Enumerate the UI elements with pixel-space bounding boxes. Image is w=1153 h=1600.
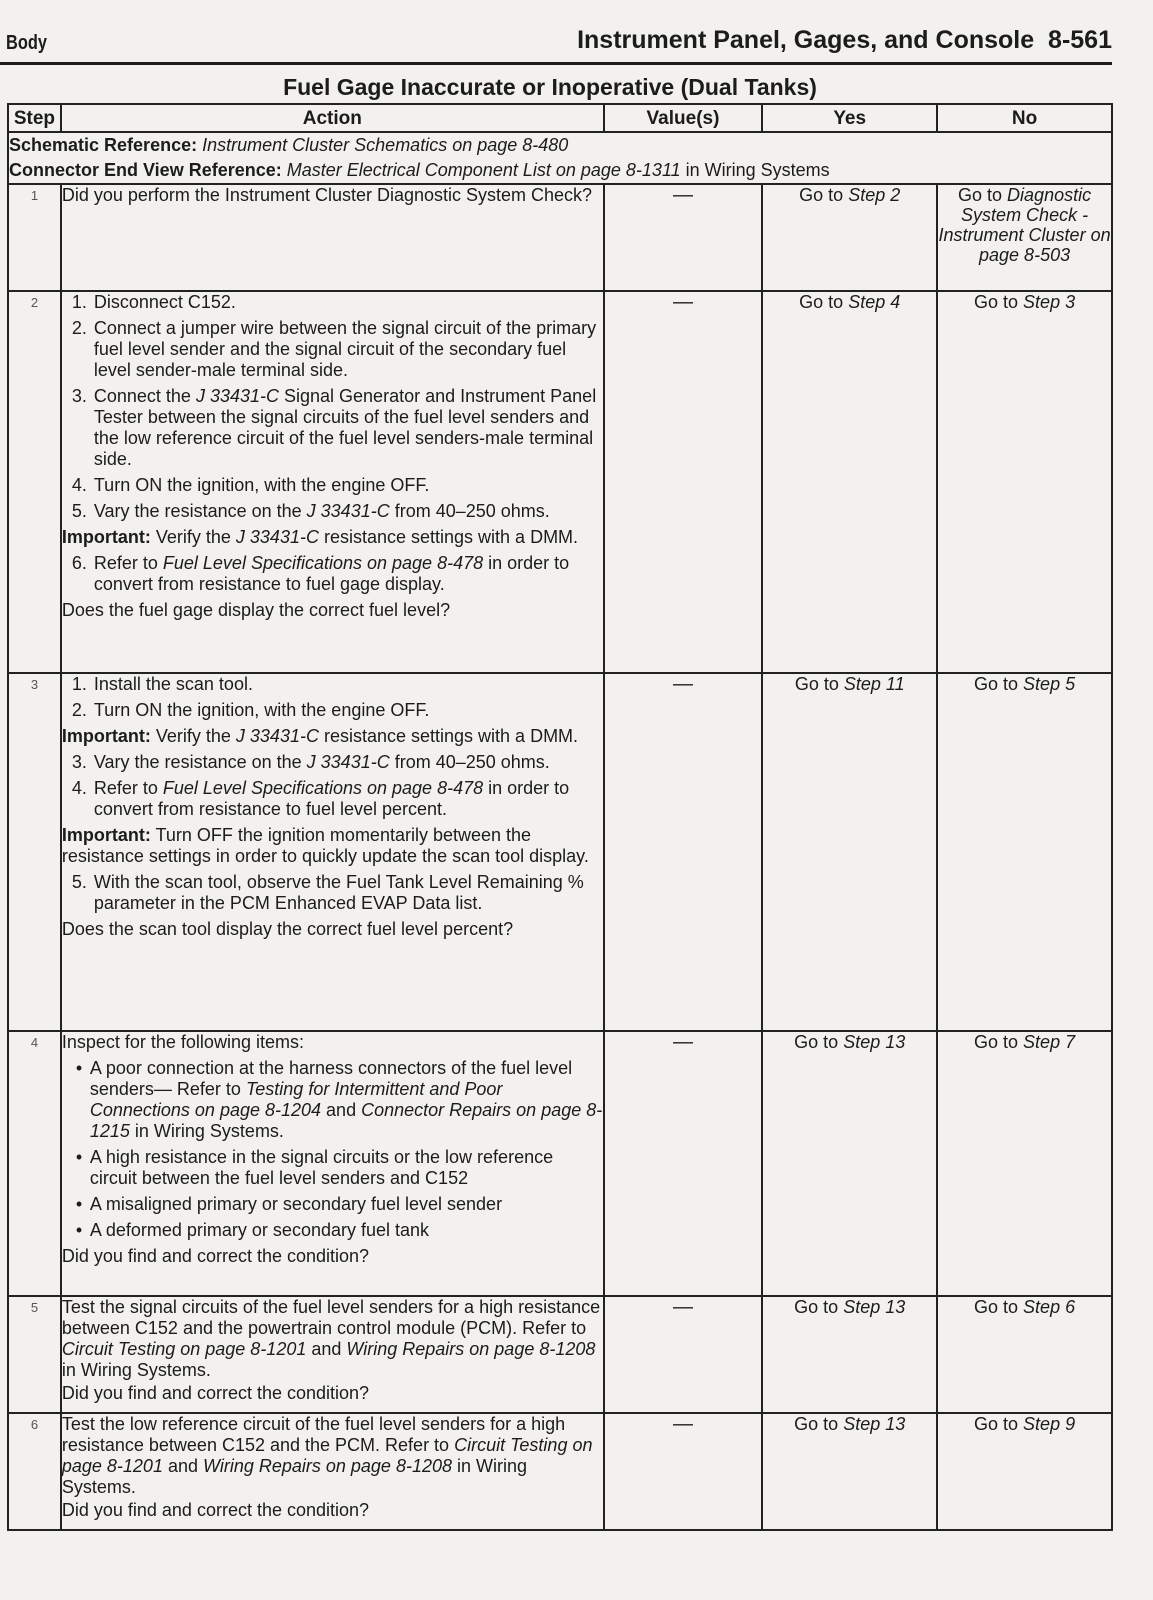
yes-step-link[interactable]: Step 13 bbox=[843, 1032, 906, 1052]
reference-row bbox=[8, 132, 1112, 184]
list-item: 6. Refer to Fuel Level Specifications on page 8-478 in order to convert from resistance to fuel gage display. bbox=[71, 553, 570, 594]
col-header-no: No bbox=[937, 104, 1112, 132]
no-step-link[interactable]: Diagnostic System Check - Instrument Cluster on page 8-503 bbox=[938, 185, 1111, 265]
table-row bbox=[8, 184, 1112, 291]
no-step-link[interactable]: Step 9 bbox=[1023, 1414, 1076, 1434]
yes-step-link[interactable]: Step 4 bbox=[848, 292, 901, 312]
spec-link[interactable]: Fuel Level Specifications on page 8-478 bbox=[162, 553, 484, 573]
list-item: 4. Turn ON the ignition, with the engine OFF. bbox=[71, 475, 430, 495]
important-note: Important: Verify the J 33431-C resistance settings with a DMM. bbox=[61, 726, 579, 746]
list-item: 3. Vary the resistance on the J 33431-C from 40–250 ohms. bbox=[71, 752, 550, 772]
yes-cell: Go to Step 11 bbox=[762, 673, 937, 1031]
no-step-link[interactable]: Step 3 bbox=[1023, 292, 1076, 312]
page-header bbox=[0, 20, 1112, 60]
value-cell: — bbox=[604, 673, 763, 1031]
yes-step-link[interactable]: Step 13 bbox=[843, 1297, 906, 1317]
list-item: 2. Connect a jumper wire between the signal circuit of the primary fuel level sender and the signal circuit of the secondary fuel level sender-male terminal side. bbox=[71, 318, 597, 380]
list-item: • A poor connection at the harness connectors of the fuel level senders— Refer to Testing for Intermittent and Poor Connections on page 8-1204 and Connector Repairs on page 8-1215 in Wiring Systems. bbox=[75, 1058, 603, 1141]
inspect-intro: Inspect for the following items: bbox=[61, 1032, 304, 1052]
col-header-action: Action bbox=[61, 104, 604, 132]
list-item: • A deformed primary or secondary fuel tank bbox=[75, 1220, 430, 1240]
important-note: Important: Verify the J 33431-C resistance settings with a DMM. bbox=[61, 527, 579, 547]
list-item: • A misaligned primary or secondary fuel level sender bbox=[75, 1194, 503, 1214]
step-number: 1 bbox=[8, 184, 61, 291]
table-header-row bbox=[8, 104, 1112, 132]
step-number: 6 bbox=[8, 1413, 61, 1530]
circuit-testing-link[interactable]: Circuit Testing on page 8-1201 bbox=[61, 1339, 307, 1359]
step-question: Did you perform the Instrument Cluster Diagnostic System Check? bbox=[61, 185, 593, 205]
step-number: 4 bbox=[8, 1031, 61, 1296]
action-cell bbox=[61, 673, 604, 1031]
step-question: Did you find and correct the condition? bbox=[61, 1246, 370, 1266]
yes-step-link[interactable]: Step 13 bbox=[843, 1414, 906, 1434]
wiring-repairs-link[interactable]: Wiring Repairs on page 8-1208 bbox=[346, 1339, 596, 1359]
yes-cell: Go to Step 2 bbox=[762, 184, 937, 291]
intermittent-link[interactable]: Testing for Intermittent and Poor Connections on page 8-1204 bbox=[89, 1079, 503, 1120]
action-cell bbox=[61, 184, 604, 291]
yes-cell: Go to Step 13 bbox=[762, 1296, 937, 1413]
important-note: Important: Turn OFF the ignition momentarily between the resistance settings in order to quickly update the scan tool display. bbox=[61, 825, 589, 866]
header-rule bbox=[0, 62, 1112, 65]
list-item: 1. Install the scan tool. bbox=[71, 674, 253, 694]
no-cell: Go to Step 9 bbox=[937, 1413, 1112, 1530]
yes-step-link[interactable]: Step 11 bbox=[843, 674, 905, 694]
schematic-reference-link[interactable]: Instrument Cluster Schematics on page 8-480 bbox=[202, 135, 569, 155]
no-cell: Go to Step 3 bbox=[937, 291, 1112, 673]
step-instruction: Test the signal circuits of the fuel level senders for a high resistance between C152 and the powertrain control module (PCM). Refer to Circuit Testing on page 8-1201 and Wiring Repairs on page 8-1208 in Wiring Systems. bbox=[61, 1297, 601, 1380]
section-label: Body bbox=[6, 32, 47, 54]
step-question: Did you find and correct the condition? bbox=[61, 1383, 370, 1403]
table-row bbox=[8, 1413, 1112, 1530]
spec-link[interactable]: Fuel Level Specifications on page 8-478 bbox=[162, 778, 484, 798]
no-cell: Go to Diagnostic System Check - Instrument Cluster on page 8-503 bbox=[937, 184, 1112, 291]
col-header-step: Step bbox=[8, 104, 61, 132]
chapter-title: Instrument Panel, Gages, and Console bbox=[577, 26, 1035, 54]
circuit-testing-link[interactable]: Circuit Testing on page 8-1201 bbox=[61, 1435, 593, 1476]
list-item: • A high resistance in the signal circuits or the low reference circuit between the fuel level senders and C152 bbox=[75, 1147, 554, 1188]
action-cell bbox=[61, 1413, 604, 1530]
action-cell bbox=[61, 291, 604, 673]
no-cell: Go to Step 6 bbox=[937, 1296, 1112, 1413]
step-question: Does the scan tool display the correct fuel level percent? bbox=[61, 919, 514, 939]
connector-reference: Connector End View Reference: Master Electrical Component List on page 8-1311 in Wiring Systems bbox=[9, 160, 830, 180]
col-header-values: Value(s) bbox=[604, 104, 763, 132]
col-header-yes: Yes bbox=[762, 104, 937, 132]
list-item: 5. With the scan tool, observe the Fuel Tank Level Remaining % parameter in the PCM Enhanced EVAP Data list. bbox=[71, 872, 584, 913]
yes-cell: Go to Step 4 bbox=[762, 291, 937, 673]
yes-cell: Go to Step 13 bbox=[762, 1413, 937, 1530]
connector-repairs-link[interactable]: Connector Repairs on page 8-1215 bbox=[89, 1100, 603, 1141]
action-cell bbox=[61, 1296, 604, 1413]
table-row bbox=[8, 1031, 1112, 1296]
no-step-link[interactable]: Step 7 bbox=[1023, 1032, 1076, 1052]
list-item: 4. Refer to Fuel Level Specifications on page 8-478 in order to convert from resistance to fuel level percent. bbox=[71, 778, 570, 819]
value-cell: — bbox=[604, 1413, 763, 1530]
list-item: 1. Disconnect C152. bbox=[71, 292, 236, 312]
value-cell: — bbox=[604, 1031, 763, 1296]
no-step-link[interactable]: Step 6 bbox=[1023, 1297, 1076, 1317]
yes-step-link[interactable]: Step 2 bbox=[848, 185, 901, 205]
list-item: 5. Vary the resistance on the J 33431-C from 40–250 ohms. bbox=[71, 501, 550, 521]
no-step-link[interactable]: Step 5 bbox=[1023, 674, 1076, 694]
value-cell: — bbox=[604, 291, 763, 673]
list-item: 3. Connect the J 33431-C Signal Generator and Instrument Panel Tester between the signal circuits of the fuel level senders and the low reference circuit of the fuel level senders-male terminal side. bbox=[71, 386, 597, 469]
schematic-reference: Schematic Reference: Instrument Cluster Schematics on page 8-480 bbox=[9, 135, 569, 155]
connector-reference-link[interactable]: Master Electrical Component List on page 8-1311 bbox=[286, 160, 681, 180]
wiring-repairs-link[interactable]: Wiring Repairs on page 8-1208 bbox=[203, 1456, 452, 1476]
table-row bbox=[8, 673, 1112, 1031]
doc-title: Fuel Gage Inaccurate or Inoperative (Dual Tanks) bbox=[283, 74, 817, 100]
diagnostic-table bbox=[7, 103, 1113, 1531]
action-cell bbox=[61, 1031, 604, 1296]
page-heading bbox=[577, 26, 1112, 55]
list-item: 2. Turn ON the ignition, with the engine OFF. bbox=[71, 700, 430, 720]
yes-cell: Go to Step 13 bbox=[762, 1031, 937, 1296]
value-cell: — bbox=[604, 1296, 763, 1413]
step-question: Does the fuel gage display the correct fuel level? bbox=[61, 600, 451, 620]
step-number: 5 bbox=[8, 1296, 61, 1413]
reference-cell bbox=[8, 132, 1112, 184]
page-number: 8-561 bbox=[1048, 26, 1112, 54]
value-cell: — bbox=[604, 184, 763, 291]
step-number: 2 bbox=[8, 291, 61, 673]
step-question: Did you find and correct the condition? bbox=[61, 1500, 370, 1520]
no-cell: Go to Step 5 bbox=[937, 673, 1112, 1031]
step-number: 3 bbox=[8, 673, 61, 1031]
table-row bbox=[8, 1296, 1112, 1413]
no-cell: Go to Step 7 bbox=[937, 1031, 1112, 1296]
table-row bbox=[8, 291, 1112, 673]
step-instruction: Test the low reference circuit of the fuel level senders for a high resistance between C152 and the PCM. Refer to Circuit Testing on page 8-1201 and Wiring Repairs on page 8-1208 in Wiring Systems. bbox=[61, 1414, 593, 1497]
